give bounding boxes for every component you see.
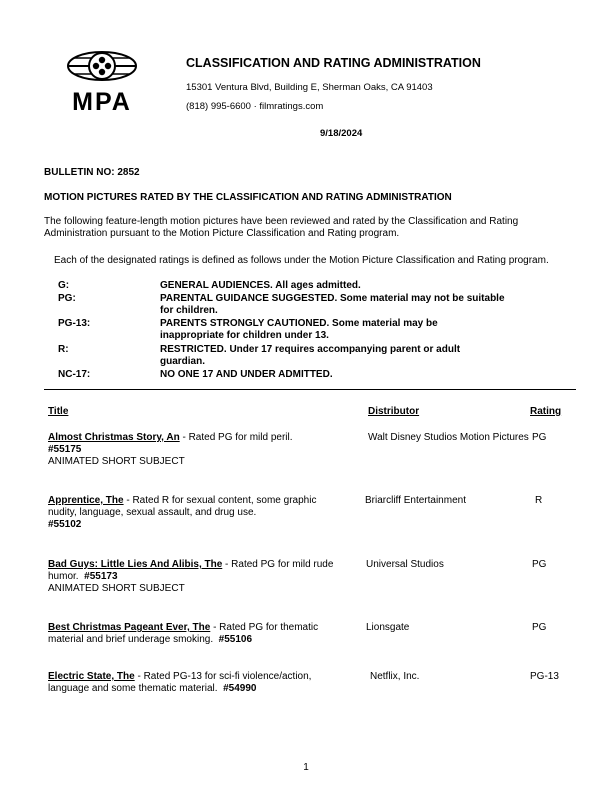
org-name: CLASSIFICATION AND RATING ADMINISTRATION <box>186 56 481 70</box>
page-number: 1 <box>303 762 309 773</box>
film-rating-reason: - Rated PG for thematic material and brief underage smoking. <box>48 622 319 645</box>
film-entry <box>48 432 348 468</box>
film-rating-reason: - Rated PG for mild peril. <box>179 432 293 443</box>
film-distributor: Lionsgate <box>366 622 410 633</box>
film-number: #55173 <box>84 571 118 582</box>
film-entry <box>48 622 338 646</box>
film-category: ANIMATED SHORT SUBJECT <box>48 456 185 467</box>
film-distributor: Briarcliff Entertainment <box>365 495 466 506</box>
rating-desc: RESTRICTED. Under 17 requires accompanying parent or adult guardian. <box>160 344 461 367</box>
bulletin-number: BULLETIN NO: 2852 <box>44 167 140 178</box>
film-number: #55106 <box>218 634 253 645</box>
rating-code: PG: <box>58 293 76 304</box>
org-address: 15301 Ventura Blvd, Building E, Sherman Oaks, CA 91403 <box>186 82 433 93</box>
rating-code: R: <box>58 344 69 355</box>
film-rating: PG <box>532 559 547 570</box>
column-header-rating: Rating <box>530 406 562 417</box>
film-rating: PG <box>532 622 547 633</box>
film-entry <box>48 495 338 531</box>
film-number: #55102 <box>48 519 82 530</box>
org-contact: (818) 995-6600 · filmratings.com <box>186 101 324 112</box>
rating-code: G: <box>58 280 70 291</box>
film-rating-reason: - Rated PG for mild rude humor. <box>48 559 334 582</box>
column-header-title: Title <box>48 406 69 417</box>
bulletin-date: 9/18/2024 <box>320 128 363 139</box>
film-entry <box>48 671 348 695</box>
film-category: ANIMATED SHORT SUBJECT <box>48 583 185 594</box>
film-distributor: Universal Studios <box>366 559 444 570</box>
intro-paragraph: The following feature-length motion pictures have been reviewed and rated by the Classification and Rating Administration pursuant to the Motion Picture Classification and Rating program. <box>44 216 519 239</box>
column-header-distributor: Distributor <box>368 406 420 417</box>
film-title: Electric State, The <box>48 671 135 682</box>
film-distributor: Walt Disney Studios Motion Pictures <box>368 432 529 443</box>
film-rating: PG-13 <box>530 671 559 682</box>
document-heading: MOTION PICTURES RATED BY THE CLASSIFICATION AND RATING ADMINISTRATION <box>44 192 452 203</box>
rating-desc: NO ONE 17 AND UNDER ADMITTED. <box>160 369 333 380</box>
film-rating-reason: - Rated PG-13 for sci-fi violence/action, language and some thematic material. <box>48 671 312 694</box>
rating-desc: GENERAL AUDIENCES. All ages admitted. <box>160 280 361 291</box>
film-number: #55175 <box>48 444 82 455</box>
film-rating-reason: - Rated R for sexual content, some graphic nudity, language, sexual assault, and drug use. <box>48 495 317 518</box>
ratings-intro-paragraph: Each of the designated ratings is defined as follows under the Motion Picture Classification and Rating program. <box>54 255 549 266</box>
film-title: Bad Guys: Little Lies And Alibis, The <box>48 559 223 570</box>
film-title: Almost Christmas Story, An <box>48 432 180 443</box>
film-number: #54990 <box>223 683 257 694</box>
film-entry <box>48 559 348 595</box>
rating-code: PG-13: <box>58 318 91 329</box>
divider <box>44 389 576 390</box>
film-title: Apprentice, The <box>48 495 124 506</box>
film-rating: R <box>535 495 543 506</box>
rating-desc: PARENTAL GUIDANCE SUGGESTED. Some material may not be suitable for children. <box>160 293 505 316</box>
rating-desc: PARENTS STRONGLY CAUTIONED. Some material may be inappropriate for children under 13. <box>160 318 438 341</box>
film-rating: PG <box>532 432 547 443</box>
logo-text: MPA <box>72 88 132 116</box>
film-title: Best Christmas Pageant Ever, The <box>48 622 211 633</box>
film-distributor: Netflix, Inc. <box>370 671 420 682</box>
rating-code: NC-17: <box>58 369 91 380</box>
